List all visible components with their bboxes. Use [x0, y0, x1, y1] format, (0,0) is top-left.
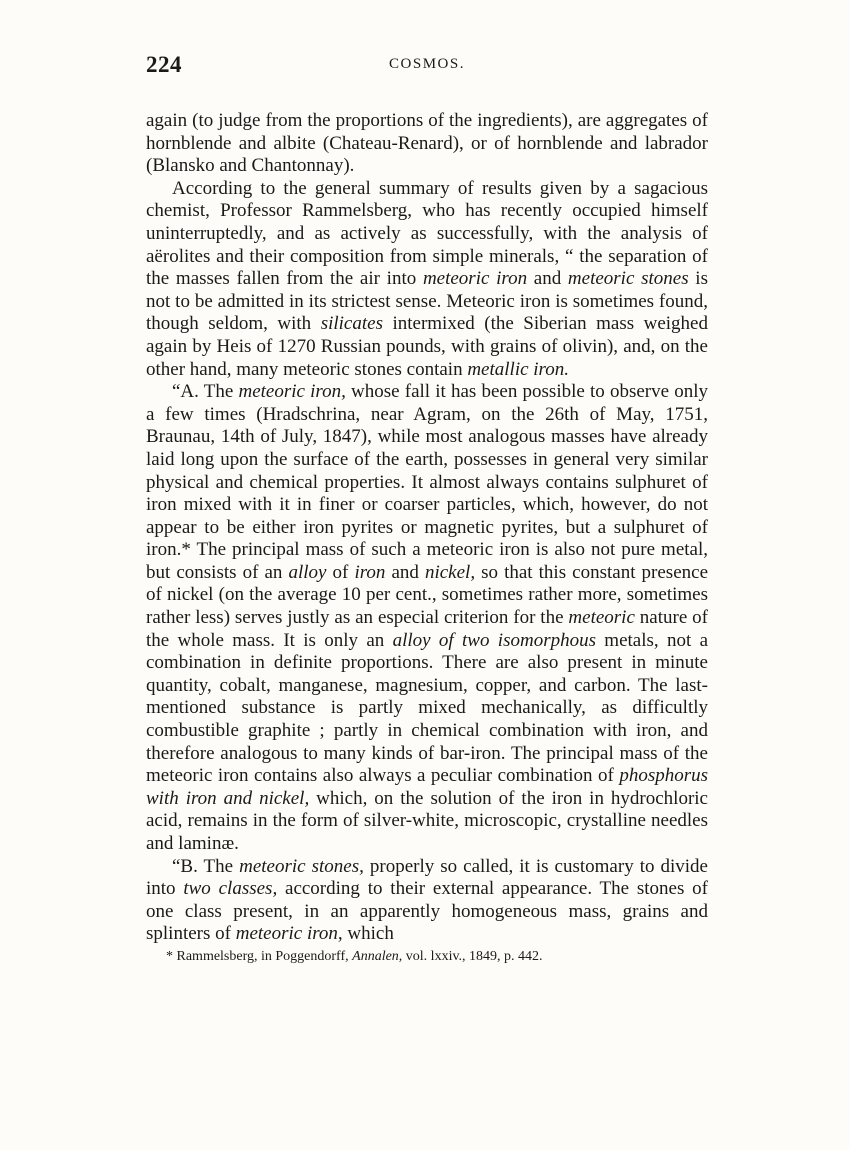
italic-text: Annalen,	[352, 948, 403, 964]
text-run: “B. The	[172, 855, 240, 877]
text-run: is not to be admitted in its strictest sense. Meteoric iron is sometimes found, though seldom, with	[146, 268, 708, 335]
text-run: vol. lxxiv., 1849, p. 442.	[402, 948, 543, 964]
italic-text: meteoric stones,	[239, 855, 364, 877]
text-run: metals, not a combination in definite proportions. There are also present in minute quantity, cobalt, manganese, magnesium, copper, and carbon. The last-mentioned substance is partly mixed mechanically, as difficultly combustible graphite ; partly in chemical combination with iron, and therefore analogous to many kinds of bar-iron. The principal mass of the meteoric iron contains also always a peculiar combination of	[146, 629, 708, 787]
footnote	[146, 948, 708, 966]
running-head	[146, 52, 708, 88]
italic-text: alloy of two isomorphous	[392, 629, 596, 651]
text-run: so that this constant presence of nickel (on the average 10 per cent., sometimes rather more, sometimes rather less) serves justly as an especial criterion for the	[146, 561, 709, 629]
book-page	[146, 52, 708, 966]
paragraph	[146, 381, 708, 855]
text-run: nature of the whole mass. It is only an	[146, 607, 708, 651]
italic-text: meteoric iron,	[235, 923, 343, 945]
paragraph	[146, 178, 708, 381]
italic-text: two classes,	[183, 878, 278, 900]
text-run: intermixed (the Siberian mass weighed again by Heis of 1270 Russian pounds, with grains of olivin), and, on the other hand, many meteoric stones contain	[146, 313, 708, 380]
paragraph	[146, 856, 708, 946]
text-run: again (to judge from the proportions of the ingredients), are aggregates of hornblende and albite (Chateau-Renard), or of hornblende and labrador (Blansko and Chantonnay).	[146, 110, 708, 177]
italic-text: alloy	[288, 561, 327, 583]
italic-text: meteoric	[568, 607, 635, 629]
italic-text: silicates	[320, 313, 383, 335]
italic-text: phosphorus with iron and nickel,	[146, 765, 708, 809]
italic-text: meteoric stones	[567, 268, 689, 290]
text-run: according to their external appearance. The stones of one class present, in an apparently homogeneous mass, grains and splinters of	[146, 878, 709, 945]
text-run: which	[342, 923, 394, 945]
italic-text: iron	[354, 561, 386, 583]
text-run: “A. The	[172, 381, 239, 403]
paragraph	[146, 110, 708, 178]
text-run: which, on the solution of the iron in hydrochloric acid, remains in the form of silver-white, microscopic, crystalline needles and laminæ.	[146, 787, 708, 854]
body-text	[146, 110, 708, 946]
text-run: and	[527, 268, 568, 290]
text-run: of	[326, 561, 355, 583]
text-run: and	[385, 561, 425, 583]
text-run: According to the general summary of results given by a sagacious chemist, Professor Rammelsberg, who has recently occupied himself uninterruptedly, and as actively as successfully, with the analysis of aërolites and their composition from simple minerals, “ the separation of the masses fallen from the air into	[146, 177, 708, 290]
text-run: properly so called, it is customary to divide into	[146, 855, 708, 900]
italic-text: meteoric iron	[422, 268, 528, 290]
page-number: 224	[146, 52, 182, 77]
italic-text: metallic iron.	[467, 358, 569, 380]
running-title: COSMOS.	[389, 56, 465, 72]
italic-text: meteoric iron,	[238, 381, 346, 403]
text-run: * Rammelsberg, in Poggendorff,	[166, 948, 353, 964]
text-run: whose fall it has been possible to observe only a few times (Hradschrina, near Agram, on the 26th of May, 1751, Braunau, 14th of July, 1847), while most analogous masses have already laid long upon the surface of the earth, possesses in general very similar physical and chemical properties. It almost always contains sulphuret of iron mixed with it in finer or coarser particles, which, however, do not appear to be either iron pyrites or magnetic pyrites, but a sulphuret of iron.* The principal mass of such a meteoric iron is also not pure metal, but consists of an	[146, 381, 708, 583]
italic-text: nickel,	[424, 561, 476, 583]
